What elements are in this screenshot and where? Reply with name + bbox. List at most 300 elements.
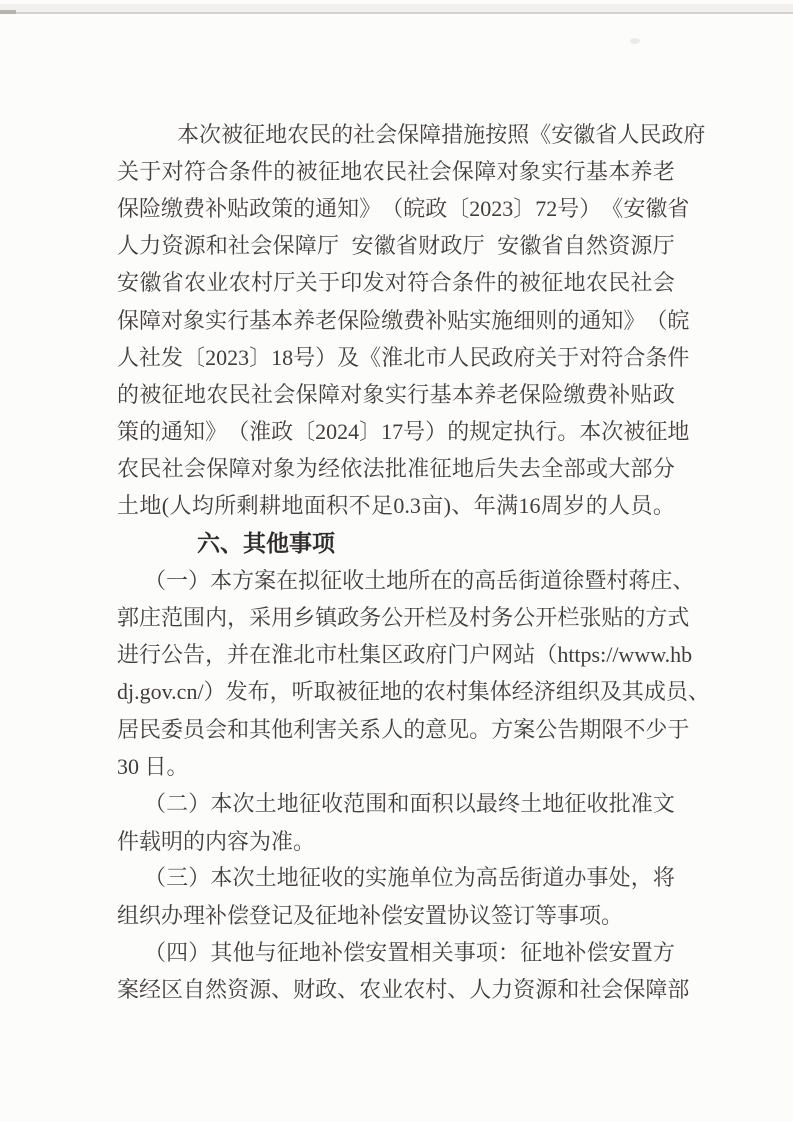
glyph-token: 老 [315, 307, 338, 333]
glyph-token: 系 [359, 716, 382, 742]
glyph-token: ） [203, 679, 226, 705]
glyph-token: 省 [161, 270, 184, 296]
glyph-token: 行 [227, 307, 250, 333]
glyph-token: 徐 [562, 567, 585, 593]
glyph-token: 政 [425, 195, 448, 221]
glyph-token: 的 [117, 381, 140, 407]
glyph-token: 街 [518, 567, 541, 593]
glyph-token: 徽 [645, 195, 668, 221]
glyph-token: 庄 [650, 567, 673, 593]
glyph-token: 源 [630, 233, 653, 259]
glyph-token: 务 [359, 605, 382, 631]
glyph-token: 满 [496, 493, 519, 519]
text-line [117, 488, 675, 525]
glyph-token: 一 [166, 567, 189, 593]
glyph-token: 杜 [337, 642, 360, 668]
glyph-token: 最 [475, 790, 498, 816]
glyph-token: 对 [250, 456, 273, 482]
glyph-token: 缴 [381, 307, 404, 333]
glyph-token: 保 [451, 158, 474, 184]
glyph-token: 地 [542, 790, 565, 816]
glyph-token: 郭 [117, 605, 140, 631]
glyph-token: 去 [518, 456, 541, 482]
glyph-token: 会 [250, 233, 273, 259]
glyph-token: 不 [623, 716, 646, 742]
glyph-token: 条 [451, 270, 474, 296]
glyph-token: 定 [491, 419, 514, 445]
glyph-token: 源 [183, 233, 206, 259]
glyph-token: 村 [469, 605, 492, 631]
glyph-token: 象 [518, 158, 541, 184]
glyph-token: 限 [601, 716, 624, 742]
text-line [117, 376, 675, 413]
glyph-token: 源 [249, 976, 272, 1002]
glyph-token: 人 [469, 976, 492, 1002]
glyph-token: 农 [117, 456, 140, 482]
text-line: 件载明的内容为准。 [117, 828, 316, 854]
glyph-token: 围 [183, 605, 206, 631]
text-line [117, 116, 706, 153]
glyph-token: 事 [453, 939, 476, 965]
glyph-token: 会 [375, 121, 398, 147]
glyph-token: 实 [205, 307, 228, 333]
glyph-token: 征 [645, 419, 668, 445]
glyph-token: 收 [586, 790, 609, 816]
glyph-token: ） [188, 790, 211, 816]
glyph-token: 补 [321, 939, 344, 965]
glyph-token: 集 [467, 679, 490, 705]
glyph-token: 二 [166, 790, 189, 816]
glyph-token: 厅 [652, 233, 675, 259]
glyph-token: ， [630, 865, 653, 891]
glyph-token: 高 [475, 865, 498, 891]
glyph-token: 力 [491, 976, 514, 1002]
glyph-token: 征 [564, 790, 587, 816]
glyph-token: 高 [474, 567, 497, 593]
glyph-token: 然 [585, 233, 608, 259]
glyph-token: 政 [652, 381, 675, 407]
glyph-token: 少 [645, 716, 668, 742]
glyph-token: 件 [250, 158, 273, 184]
glyph-token: 费 [183, 195, 206, 221]
glyph-token: 民 [228, 381, 251, 407]
glyph-token: 知 [601, 307, 624, 333]
glyph-token: ( [161, 493, 170, 519]
glyph-token: 印 [340, 270, 363, 296]
glyph-token: 站 [513, 642, 536, 668]
glyph-token: ， [269, 679, 292, 705]
glyph-token: 民 [309, 121, 332, 147]
glyph-token: 会 [652, 270, 675, 296]
glyph-token: 务 [491, 605, 514, 631]
glyph-token: 号 [293, 344, 316, 370]
glyph-token: 依 [340, 456, 363, 482]
scan-artifact-faint-dot [630, 38, 640, 44]
glyph-token: 自 [183, 976, 206, 1002]
glyph-token: 范 [161, 605, 184, 631]
glyph-token: ， [205, 642, 228, 668]
glyph-token: 、 [451, 493, 474, 519]
glyph-token: 内 [205, 605, 228, 631]
glyph-token: 保 [623, 976, 646, 1002]
glyph-token: 开 [535, 605, 558, 631]
glyph-token: 号 [403, 419, 426, 445]
glyph-token: 和 [557, 976, 580, 1002]
glyph-token: ） [579, 195, 602, 221]
glyph-token: 符 [601, 344, 624, 370]
glyph-token: 和 [205, 233, 228, 259]
glyph-token: 18 [271, 344, 294, 370]
glyph-token: 土 [520, 790, 543, 816]
glyph-token: 所 [214, 493, 237, 519]
glyph-token: 用 [271, 605, 294, 631]
glyph-token: 策 [117, 419, 140, 445]
text-line [117, 153, 675, 190]
glyph-token: 的 [447, 419, 470, 445]
glyph-token: （ [227, 419, 250, 445]
glyph-token: 实 [384, 381, 407, 407]
glyph-token: 行 [563, 158, 586, 184]
glyph-token: 员 [665, 679, 688, 705]
glyph-token: 障 [317, 381, 340, 407]
glyph-token: 社 [139, 344, 162, 370]
glyph-token: 安 [608, 939, 631, 965]
glyph-token: 安 [351, 233, 374, 259]
glyph-token: 蒋 [628, 567, 651, 593]
glyph-token: 2023 [469, 195, 514, 221]
glyph-token: 发 [362, 270, 385, 296]
glyph-token: 人 [117, 344, 140, 370]
glyph-token: 事 [586, 865, 609, 891]
glyph-token: 》 [205, 419, 228, 445]
glyph-token: 害 [315, 716, 338, 742]
glyph-token: 2024 [315, 419, 360, 445]
text-line [117, 637, 693, 674]
glyph-token: 征 [429, 456, 452, 482]
glyph-token: 。 [652, 493, 675, 519]
glyph-token: 次 [232, 865, 255, 891]
glyph-token: 街 [520, 865, 543, 891]
glyph-token: 条 [645, 344, 668, 370]
glyph-token: 〕 [359, 419, 382, 445]
glyph-token: 其 [249, 716, 272, 742]
glyph-token: 险 [541, 381, 564, 407]
glyph-token: 本 [451, 381, 474, 407]
section-heading: 六、其他事项 [197, 530, 335, 557]
glyph-token: 面 [303, 493, 326, 519]
glyph-token: 将 [652, 865, 675, 891]
glyph-token: 亩 [421, 493, 444, 519]
glyph-token: 村 [250, 270, 273, 296]
glyph-token: 通 [161, 419, 184, 445]
glyph-token: 终 [498, 790, 521, 816]
glyph-token: 《 [529, 121, 552, 147]
glyph-token: 公 [513, 605, 536, 631]
glyph-token: 三 [166, 865, 189, 891]
glyph-token: 其 [621, 679, 644, 705]
glyph-token: 财 [418, 233, 441, 259]
glyph-token: 徽 [519, 233, 542, 259]
glyph-token: 缴 [161, 195, 184, 221]
glyph-token: 征 [520, 939, 543, 965]
glyph-token: 72 [535, 195, 558, 221]
glyph-token: （ [144, 567, 167, 593]
glyph-token: 镇 [315, 605, 338, 631]
glyph-token: 力 [139, 233, 162, 259]
glyph-token: 社 [353, 121, 376, 147]
glyph-token: 偿 [343, 939, 366, 965]
glyph-token: 政 [271, 419, 294, 445]
glyph-token: 村 [445, 679, 468, 705]
document-text-block [117, 116, 710, 1009]
glyph-token: 对 [579, 344, 602, 370]
glyph-token: 0.3 [393, 493, 421, 519]
glyph-token: 组 [555, 679, 578, 705]
glyph-token: 区 [381, 642, 404, 668]
glyph-token: 资 [608, 233, 631, 259]
glyph-token: 施 [491, 307, 514, 333]
glyph-token: 地 [265, 121, 288, 147]
glyph-token: 置 [630, 939, 653, 965]
glyph-token: 政 [403, 642, 426, 668]
glyph-token: ） [315, 344, 338, 370]
glyph-token: 资 [227, 976, 250, 1002]
glyph-token: 贴 [447, 307, 470, 333]
glyph-token: 通 [579, 307, 602, 333]
glyph-token: 人 [169, 493, 192, 519]
glyph-token: 经 [511, 679, 534, 705]
glyph-token: 保 [206, 456, 229, 482]
glyph-token: 收 [342, 567, 365, 593]
glyph-token: 〕 [249, 344, 272, 370]
glyph-token: 障 [294, 233, 317, 259]
glyph-token: 农 [206, 381, 229, 407]
glyph-token: 范 [343, 790, 366, 816]
glyph-token: 、 [271, 976, 294, 1002]
glyph-token: 处 [608, 865, 631, 891]
glyph-token: 地 [340, 158, 363, 184]
glyph-token: 于 [139, 158, 162, 184]
glyph-token: 地 [542, 939, 565, 965]
text-line [117, 674, 710, 711]
glyph-token: 方 [491, 716, 514, 742]
glyph-token: 的 [496, 270, 519, 296]
glyph-token: 岳 [496, 567, 519, 593]
glyph-token: 其 [210, 939, 233, 965]
glyph-token: 〕 [513, 195, 536, 221]
glyph-token: 养 [474, 381, 497, 407]
glyph-token: 委 [161, 716, 184, 742]
text-line [117, 228, 675, 265]
glyph-token: 老 [652, 158, 675, 184]
glyph-token: 业 [206, 270, 229, 296]
glyph-token: 偿 [586, 939, 609, 965]
glyph-token: 北 [293, 642, 316, 668]
glyph-token: 保 [397, 121, 420, 147]
glyph-token: 暨 [584, 567, 607, 593]
glyph-token: 岳 [498, 865, 521, 891]
glyph-token: 补 [205, 195, 228, 221]
glyph-token: 会 [205, 716, 228, 742]
glyph-token: 取 [313, 679, 336, 705]
glyph-token: 开 [403, 605, 426, 631]
glyph-token: 贴 [227, 195, 250, 221]
glyph-token: 关 [337, 716, 360, 742]
glyph-token: ） [425, 419, 448, 445]
glyph-token: https://www.hb [557, 642, 693, 668]
glyph-token: 对 [161, 307, 184, 333]
glyph-token: 征 [298, 865, 321, 891]
glyph-token: 民 [639, 121, 662, 147]
text-line [117, 599, 690, 636]
glyph-token: 费 [585, 381, 608, 407]
glyph-token: 缴 [563, 381, 586, 407]
glyph-token: 的 [139, 419, 162, 445]
glyph-token: 政 [491, 344, 514, 370]
glyph-token: 与 [254, 939, 277, 965]
glyph-token: 为 [295, 456, 318, 482]
glyph-token: 为 [453, 865, 476, 891]
glyph-token: 政 [440, 233, 463, 259]
glyph-token: 的 [293, 195, 316, 221]
text-line [117, 265, 675, 302]
glyph-token: 告 [557, 716, 580, 742]
glyph-token: 地 [276, 865, 299, 891]
glyph-token: 合 [206, 158, 229, 184]
glyph-token: 则 [535, 307, 558, 333]
glyph-token: 社 [630, 270, 653, 296]
glyph-token: 庄 [139, 605, 162, 631]
text-line [117, 934, 675, 971]
glyph-token: 道 [540, 567, 563, 593]
glyph-token: 地 [298, 939, 321, 965]
glyph-token: 保 [518, 381, 541, 407]
glyph-token: 市 [425, 344, 448, 370]
glyph-token: 法 [362, 456, 385, 482]
glyph-token: 、 [687, 679, 710, 705]
glyph-token: 集 [359, 642, 382, 668]
glyph-token: ) [443, 493, 451, 519]
glyph-token: 农 [362, 158, 385, 184]
glyph-token: 〔 [293, 419, 316, 445]
glyph-token: 和 [227, 716, 250, 742]
glyph-token: 期 [579, 716, 602, 742]
glyph-token: 案 [513, 716, 536, 742]
glyph-token: 案 [117, 976, 140, 1002]
glyph-token: 利 [293, 716, 316, 742]
glyph-token: 地 [563, 270, 586, 296]
glyph-token: 象 [273, 456, 296, 482]
glyph-token: 社 [228, 233, 251, 259]
glyph-token: 障 [139, 307, 162, 333]
glyph-token: 征 [320, 567, 343, 593]
glyph-token: 式 [667, 605, 690, 631]
glyph-token: 人 [117, 233, 140, 259]
glyph-token: 征 [357, 679, 380, 705]
glyph-token: 面 [409, 790, 432, 816]
glyph-token: 淮 [271, 642, 294, 668]
glyph-token: 安 [497, 233, 520, 259]
glyph-token: 批 [608, 790, 631, 816]
glyph-token: 户 [469, 642, 492, 668]
glyph-token: 岁 [563, 493, 586, 519]
glyph-token: 征 [161, 381, 184, 407]
glyph-token: dj.gov.cn/ [117, 679, 204, 705]
glyph-token: 知 [183, 419, 206, 445]
glyph-token: 资 [161, 233, 184, 259]
glyph-token: 基 [585, 158, 608, 184]
glyph-token: 。 [557, 419, 580, 445]
glyph-token: 《 [601, 195, 624, 221]
glyph-token: 市 [315, 642, 338, 668]
glyph-token: 关 [431, 939, 454, 965]
glyph-token: 农 [403, 976, 426, 1002]
glyph-token: 合 [623, 344, 646, 370]
glyph-token: 》 [359, 195, 382, 221]
glyph-token: 及 [337, 344, 360, 370]
glyph-token: 安 [117, 270, 140, 296]
glyph-token: ， [227, 605, 250, 631]
glyph-token: 条 [228, 158, 251, 184]
glyph-token: 徽 [139, 270, 162, 296]
glyph-token: 行 [535, 419, 558, 445]
glyph-token: 施 [463, 121, 486, 147]
glyph-token: 本 [608, 158, 631, 184]
glyph-token: 补 [564, 939, 587, 965]
glyph-token: 网 [491, 642, 514, 668]
glyph-token: 公 [381, 605, 404, 631]
glyph-token: 征 [243, 121, 266, 147]
glyph-token: 听 [291, 679, 314, 705]
glyph-token: 所 [408, 567, 431, 593]
glyph-token: 人 [447, 344, 470, 370]
glyph-token: 实 [469, 307, 492, 333]
glyph-token: 后 [474, 456, 497, 482]
glyph-token: 社 [250, 381, 273, 407]
glyph-token: 厅 [273, 270, 296, 296]
glyph-token: 贴 [630, 381, 653, 407]
glyph-token: 2023 [205, 344, 250, 370]
glyph-token: 相 [409, 939, 432, 965]
glyph-token: 会 [183, 456, 206, 482]
text-line [117, 562, 695, 599]
glyph-token: 社 [161, 456, 184, 482]
glyph-token: 实 [365, 865, 388, 891]
glyph-token: 政 [315, 976, 338, 1002]
glyph-token: 件 [667, 344, 690, 370]
glyph-token: 细 [513, 307, 536, 333]
glyph-token: 、 [447, 976, 470, 1002]
glyph-token: 耕 [259, 493, 282, 519]
glyph-token: 、 [337, 976, 360, 1002]
glyph-token: 被 [623, 419, 646, 445]
glyph-token: 皖 [667, 307, 690, 333]
glyph-token: 进 [117, 642, 140, 668]
glyph-token: 门 [447, 642, 470, 668]
glyph-token: 土 [364, 567, 387, 593]
glyph-token: 征 [276, 939, 299, 965]
glyph-token: 本 [210, 567, 233, 593]
glyph-token: 的 [403, 716, 426, 742]
glyph-token: 部 [630, 456, 653, 482]
glyph-token: 按 [485, 121, 508, 147]
glyph-token: 文 [652, 790, 675, 816]
glyph-token: 和 [387, 790, 410, 816]
glyph-token: ） [188, 865, 211, 891]
glyph-token: 被 [221, 121, 244, 147]
glyph-token: 的 [401, 679, 424, 705]
glyph-token: 道 [542, 865, 565, 891]
